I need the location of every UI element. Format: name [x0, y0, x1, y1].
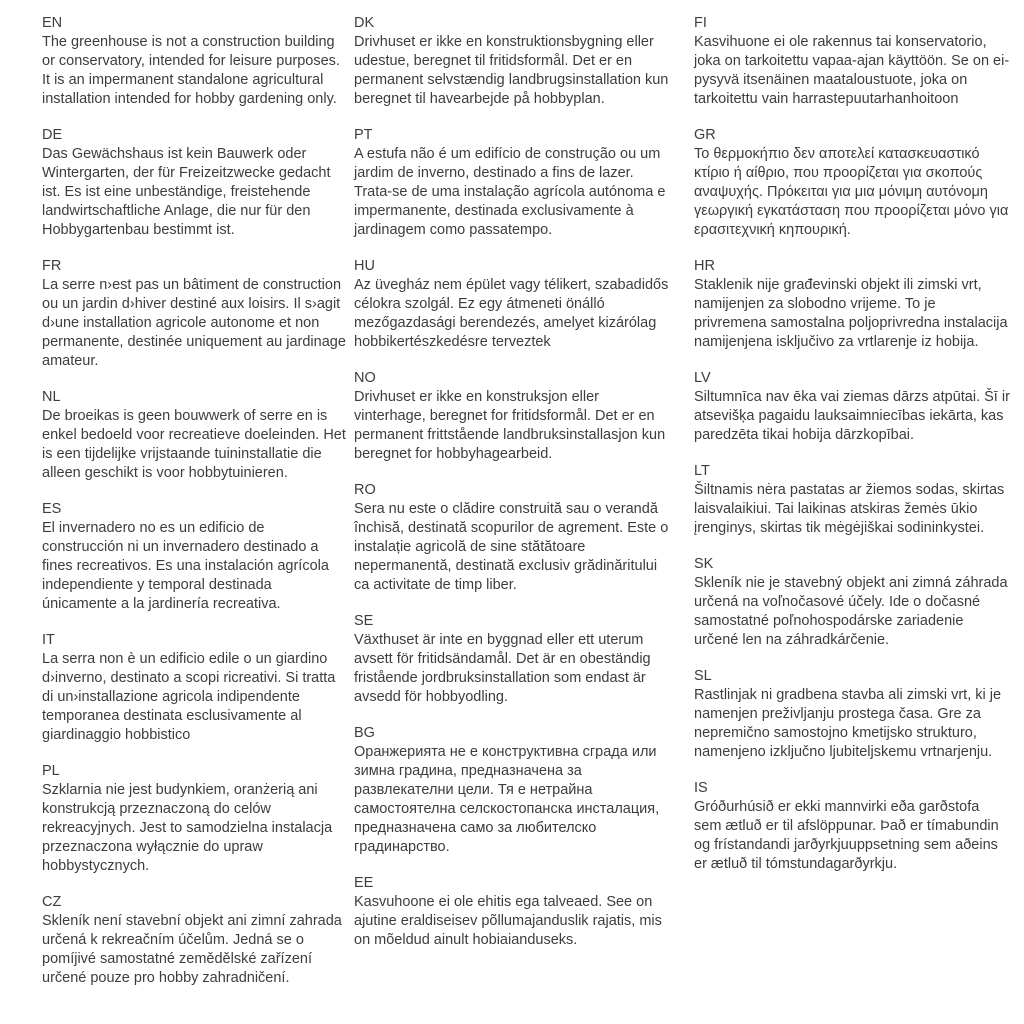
language-code: LV	[694, 370, 711, 386]
language-code: IT	[42, 632, 55, 648]
language-code: GR	[694, 127, 716, 143]
language-section-sl	[694, 667, 1010, 762]
language-section-nl	[42, 388, 346, 483]
language-section-cz	[42, 893, 346, 988]
language-text: Rastlinjak ni gradbena stavba ali zimski vrt, ki je namenjen preživljanju prostega časa. Gre za nepremično samostojno kmetijsko strukturo, namenjeno izključno ljubiteljskemu vrtnarjenju.	[694, 687, 1002, 760]
language-section-fr	[42, 257, 346, 371]
language-text: La serre n›est pas un bâtiment de construction ou un jardin d›hiver destiné aux loisirs. Il s›agit d›une installation agricole autonome et non permanente, destinée uniquement au jardinage amateur.	[42, 277, 346, 369]
language-text: De broeikas is geen bouwwerk of serre en is enkel bedoeld voor recreatieve doeleinden. Het is een tijdelijke vrijstaande tuininstallatie die alleen geschikt is voor hobbytuinieren.	[42, 408, 346, 481]
language-code: LT	[694, 463, 710, 479]
language-code: BG	[354, 725, 375, 741]
language-section-hu	[354, 257, 670, 352]
language-section-fi	[694, 14, 1010, 109]
language-code: DK	[354, 15, 375, 31]
language-code: DE	[42, 127, 63, 143]
language-code: HR	[694, 258, 715, 274]
language-text: Gróðurhúsið er ekki mannvirki eða garðstofa sem ætluð er til afslöppunar. Það er tímabundin og frístandandi jarðyrkjuuppsetning sem aðeins er ætluð til tómstundagarðyrkju.	[694, 799, 999, 872]
language-code: EE	[354, 875, 374, 891]
language-section-lt	[694, 462, 1010, 538]
language-section-ee	[354, 874, 670, 950]
language-section-lv	[694, 369, 1010, 445]
language-text: Drivhuset er ikke en konstruktionsbygning eller udestue, beregnet til fritidsformål. Det er en permanent selvstændig landbrugsinstallation kun beregnet til havearbejde på hobbyplan.	[354, 34, 669, 107]
language-code: ES	[42, 501, 62, 517]
language-section-se	[354, 612, 670, 707]
language-code: SL	[694, 668, 712, 684]
language-section-ro	[354, 481, 670, 595]
language-section-pl	[42, 762, 346, 876]
language-text: Оранжерията не е конструктивна сграда или зимна градина, предназначена за развлекателни цели. Тя е нетрайна самостоятелна селскостопанска инсталация, предназначена само за любителско градинарство.	[354, 744, 660, 855]
language-text: Siltumnīca nav ēka vai ziemas dārzs atpūtai. Šī ir atsevišķa pagaidu lauksaimniecības iekārta, kas paredzēta tikai hobija dārzkopībai.	[694, 389, 1010, 443]
language-section-pt	[354, 126, 670, 240]
language-code: PL	[42, 763, 60, 779]
language-section-dk	[354, 14, 670, 109]
language-text: Staklenik nije građevinski objekt ili zimski vrt, namijenjen za slobodno vrijeme. To je privremena samostalna poljoprivredna instalacija namijenjena isključivo za vrtlarenje iz hobija.	[694, 277, 1008, 350]
language-column-1	[42, 14, 346, 1005]
language-code: NO	[354, 370, 376, 386]
language-code: SK	[694, 556, 714, 572]
language-section-gr	[694, 126, 1010, 240]
language-text: Växthuset är inte en byggnad eller ett uterum avsett för fritidsändamål. Det är en obeständig fristående jordbruksinstallation som endast är avsedd för hobbyodling.	[354, 632, 651, 705]
language-text: Kasvuhoone ei ole ehitis ega talveaed. See on ajutine eraldiseisev põllumajanduslik rajatis, mis on mõeldud ainult hobiaianduseks.	[354, 894, 662, 948]
language-section-es	[42, 500, 346, 614]
language-text: Kasvihuone ei ole rakennus tai konservatorio, joka on tarkoitettu vapaa-ajan käyttöön. Se on ei-pysyvä itsenäinen maataloustuote, joka on tarkoitettu vain harrastepuutarhanhoitoon	[694, 34, 1010, 107]
language-text: Drivhuset er ikke en konstruksjon eller vinterhage, beregnet for fritidsformål. Det er en permanent frittstående landbruksinstallasjon kun beregnet for hobbyhagearbeid.	[354, 389, 666, 462]
language-text: La serra non è un edificio edile o un giardino d›inverno, destinato a scopi ricreativi. Si tratta di un›installazione agricola indipendente temporanea destinata esclusivamente al giardinaggio hobbistico	[42, 651, 336, 743]
language-code: IS	[694, 780, 708, 796]
language-text: Szklarnia nie jest budynkiem, oranżerią ani konstrukcją przeznaczoną do celów rekreacyjnych. Jest to samodzielna instalacja przeznaczona wyłącznie do upraw hobbystycznych.	[42, 782, 333, 874]
language-code: SE	[354, 613, 374, 629]
language-section-no	[354, 369, 670, 464]
language-section-is	[694, 779, 1010, 874]
language-text: Az üvegház nem épület vagy télikert, szabadidős célokra szolgál. Ez egy átmeneti önálló mezőgazdasági berendezés, amelyet kizárólag hobbikertészkedésre terveztek	[354, 277, 669, 350]
language-section-bg	[354, 724, 670, 857]
language-text: Sera nu este o clădire construită sau o verandă închisă, destinată scopurilor de agrement. Este o instalație agricolă de sine stătătoare nepermanentă, destinată exclusiv grădinăritului ca activitate de timp liber.	[354, 501, 669, 593]
language-code: PT	[354, 127, 373, 143]
language-text: The greenhouse is not a construction building or conservatory, intended for leisure purposes. It is an impermanent standalone agricultural installation intended for hobby gardening only.	[42, 34, 340, 107]
language-column-3	[694, 14, 1010, 891]
language-code: HU	[354, 258, 375, 274]
language-text: Το θερμοκήπιο δεν αποτελεί κατασκευαστικό κτίριο ή αίθριο, που προορίζεται για σκοπούς αναψυχής. Πρόκειται για μια μόνιμη αυτόνομη γεωργική εγκατάσταση που προορίζεται μόνο για ερασιτεχνική κηπουρική.	[694, 146, 1009, 238]
language-code: NL	[42, 389, 61, 405]
language-code: CZ	[42, 894, 62, 910]
language-text: Šiltnamis nėra pastatas ar žiemos sodas, skirtas laisvalaikiui. Tai laikinas atskiras žemės ūkio įrenginys, skirtas tik mėgėjiškai sodininkystei.	[694, 482, 1005, 536]
language-text: Das Gewächshaus ist kein Bauwerk oder Wintergarten, der für Freizeitzwecke gedacht ist. Es ist eine unbeständige, freistehende landwirtschaftliche Anlage, die nur für den Hobbygartenbau bestimmt ist.	[42, 146, 331, 238]
language-section-it	[42, 631, 346, 745]
language-section-en	[42, 14, 346, 109]
language-section-sk	[694, 555, 1010, 650]
language-column-2	[354, 14, 670, 967]
language-text: A estufa não é um edifício de construção ou um jardim de inverno, destinado a fins de lazer. Trata-se de uma instalação agrícola autónoma e impermanente, destinada exclusivamente à jardinagem como passatempo.	[354, 146, 666, 238]
language-text: Skleník není stavební objekt ani zimní zahrada určená k rekreačním účelům. Jedná se o pomíjivé samostatné zemědělské zařízení určené pouze pro hobby zahradničení.	[42, 913, 342, 986]
language-code: FI	[694, 15, 707, 31]
language-code: EN	[42, 15, 63, 31]
language-section-hr	[694, 257, 1010, 352]
language-text: El invernadero no es un edificio de construcción ni un invernadero destinado a fines recreativos. Es una instalación agrícola independiente y temporal destinada únicamente a la jardinería recreativa.	[42, 520, 329, 612]
language-code: FR	[42, 258, 62, 274]
language-text: Skleník nie je stavebný objekt ani zimná záhrada určená na voľnočasové účely. Ide o dočasné samostatné poľnohospodárske zariadenie určené len na záhradkárčenie.	[694, 575, 1008, 648]
language-section-de	[42, 126, 346, 240]
language-code: RO	[354, 482, 376, 498]
